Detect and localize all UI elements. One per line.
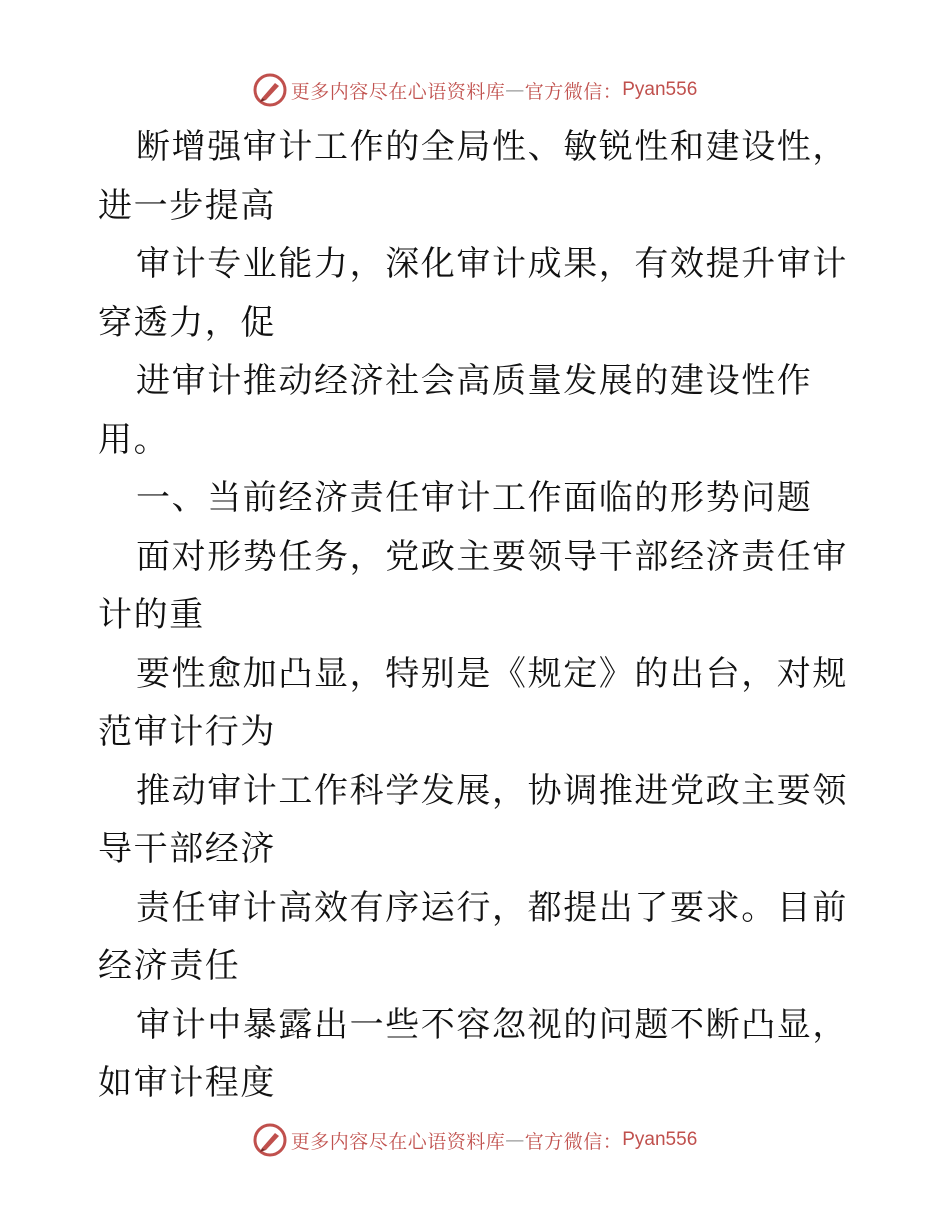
paragraph-3: 进审计推动经济社会高质量发展的建设性作用。 xyxy=(98,361,813,460)
paragraph-7: 推动审计工作科学发展，协调推进党政主要领导干部经济 xyxy=(98,770,848,869)
section-heading: 一、当前经济责任审计工作面临的形势问题 xyxy=(136,478,813,518)
header-site-text: 更多内容尽在心语资料库 xyxy=(290,80,506,103)
header-separator: — xyxy=(505,79,525,101)
footer-site-text: 更多内容尽在心语资料库 xyxy=(290,1130,506,1153)
pen-logo-icon xyxy=(253,73,287,107)
paragraph-1: 断增强审计工作的全局性、敏锐性和建设性，进一步提高 xyxy=(98,127,848,226)
footer-separator: — xyxy=(505,1129,525,1151)
paragraph-6: 要性愈加凸显，特别是《规定》的出台，对规范审计行为 xyxy=(98,653,848,752)
footer-wechat-label: 官方微信： xyxy=(524,1130,623,1153)
footer-wechat-id: Pyan556 xyxy=(622,1129,698,1150)
header-wechat-id: Pyan556 xyxy=(622,79,698,100)
paragraph-8: 责任审计高效有序运行，都提出了要求。目前经济责任 xyxy=(98,887,848,986)
header-banner xyxy=(0,70,950,110)
pen-logo-icon xyxy=(253,1123,287,1157)
paragraph-9: 审计中暴露出一些不容忽视的问题不断凸显，如审计程度 xyxy=(98,1004,848,1103)
footer-banner xyxy=(0,1120,950,1160)
header-wechat-label: 官方微信： xyxy=(524,80,623,103)
document-body xyxy=(98,118,858,1113)
paragraph-5: 面对形势任务，党政主要领导干部经济责任审计的重 xyxy=(98,536,848,635)
paragraph-2: 审计专业能力，深化审计成果，有效提升审计穿透力，促 xyxy=(98,244,848,343)
